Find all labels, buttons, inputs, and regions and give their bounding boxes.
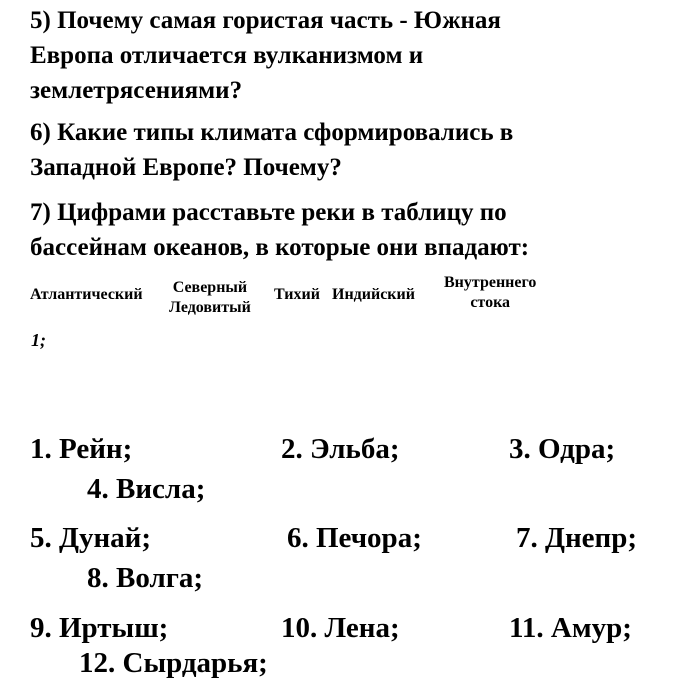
header-indian bbox=[332, 285, 415, 305]
river-item: 4. Висла; bbox=[87, 473, 206, 505]
river-item: 1. Рейн; bbox=[30, 433, 133, 465]
question-7-line-2: бассейнам океанов, в которые они впадают: bbox=[30, 234, 530, 261]
header-internal-label-2: стока bbox=[470, 294, 511, 311]
question-5-line-1: 5) Почему самая гористая часть - Южная bbox=[30, 7, 501, 34]
header-pacific-label: Тихий bbox=[274, 286, 320, 303]
header-arctic-label-1: Северный bbox=[172, 279, 248, 296]
header-pacific bbox=[274, 285, 320, 305]
table-first-entry: 1; bbox=[31, 330, 46, 350]
header-atlantic bbox=[30, 285, 143, 305]
header-indian-label: Индийский bbox=[332, 286, 415, 303]
question-6 bbox=[30, 115, 513, 185]
question-6-line-1: 6) Какие типы климата сформировались в bbox=[30, 119, 514, 146]
river-item: 2. Эльба; bbox=[281, 433, 400, 465]
river-item: 3. Одра; bbox=[509, 433, 616, 465]
header-arctic-label-2: Ледовитый bbox=[169, 299, 251, 316]
river-item: 8. Волга; bbox=[87, 562, 204, 594]
header-internal bbox=[444, 273, 536, 313]
river-item: 12. Сырдарья; bbox=[79, 647, 268, 679]
river-item: 7. Днепр; bbox=[516, 522, 638, 554]
question-7-line-1: 7) Цифрами расставьте реки в таблицу по bbox=[30, 199, 507, 226]
river-item: 6. Печора; bbox=[287, 522, 422, 554]
question-5-line-3: землетрясениями? bbox=[30, 77, 243, 104]
river-item: 5. Дунай; bbox=[30, 522, 152, 554]
question-6-line-2: Западной Европе? Почему? bbox=[30, 154, 342, 181]
river-item: 9. Иртыш; bbox=[30, 612, 169, 644]
header-atlantic-label: Атлантический bbox=[30, 286, 143, 303]
question-5 bbox=[30, 3, 501, 108]
header-internal-label-1: Внутреннего bbox=[444, 274, 537, 291]
river-item: 10. Лена; bbox=[281, 612, 400, 644]
header-arctic bbox=[169, 278, 251, 318]
question-7 bbox=[30, 195, 529, 265]
question-5-line-2: Европа отличается вулканизмом и bbox=[30, 42, 424, 69]
river-item: 11. Амур; bbox=[509, 612, 632, 644]
